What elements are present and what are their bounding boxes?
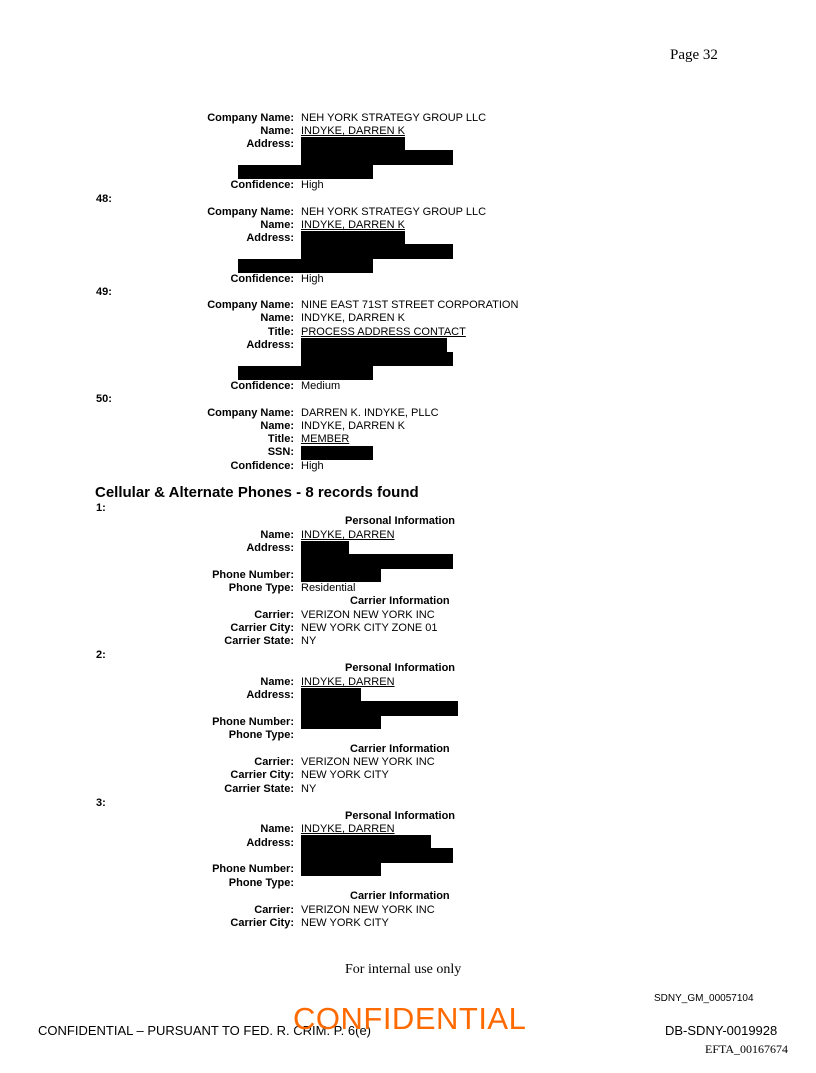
carrier-state-label: Carrier State: <box>224 783 294 795</box>
carrier-state-label: Carrier State: <box>224 635 294 647</box>
carrier-label: Carrier: <box>254 609 294 621</box>
confidence-row <box>0 380 816 393</box>
company-value: NINE EAST 71ST STREET CORPORATION <box>301 299 519 311</box>
redaction-box <box>238 165 373 179</box>
company-row <box>0 112 816 125</box>
confidence-row <box>0 273 816 286</box>
bates-number-sdny: SDNY_GM_00057104 <box>654 993 754 1004</box>
address-label: Address: <box>246 138 294 150</box>
record-number: 48: <box>96 193 112 205</box>
address-label: Address: <box>246 837 294 849</box>
company-value: NEH YORK STRATEGY GROUP LLC <box>301 206 487 218</box>
name-row <box>0 219 816 232</box>
carrier-state-row <box>0 783 816 796</box>
redaction-box <box>301 568 381 582</box>
name-row <box>0 529 816 542</box>
carrier-info-heading: Carrier Information <box>350 890 450 902</box>
redaction-box <box>238 366 373 380</box>
name-row <box>0 312 816 325</box>
redaction-box <box>301 541 349 555</box>
phone-type-label: Phone Type: <box>228 582 294 594</box>
phone-number-label: Phone Number: <box>212 569 294 581</box>
redaction-box <box>301 688 361 702</box>
confidence-label: Confidence: <box>230 273 294 285</box>
redaction-box <box>301 862 381 876</box>
carrier-city-row <box>0 769 816 782</box>
redaction-box <box>301 244 453 259</box>
name-label: Name: <box>260 823 294 835</box>
carrier-state-value: NY <box>301 635 317 647</box>
confidence-row <box>0 179 816 192</box>
confidence-label: Confidence: <box>230 460 294 472</box>
name-row <box>0 676 816 689</box>
redaction-box <box>238 259 373 273</box>
name-value: INDYKE, DARREN <box>301 823 395 835</box>
carrier-value: VERIZON NEW YORK INC <box>301 609 435 621</box>
section-title: Cellular & Alternate Phones - 8 records found <box>95 484 419 501</box>
carrier-city-row <box>0 917 816 930</box>
name-value: INDYKE, DARREN K <box>301 312 405 324</box>
redaction-box <box>301 150 453 165</box>
confidence-value: High <box>301 179 324 191</box>
carrier-label: Carrier: <box>254 904 294 916</box>
redaction-box <box>301 715 381 729</box>
company-label: Company Name: <box>207 206 294 218</box>
company-value: DARREN K. INDYKE, PLLC <box>301 407 439 419</box>
company-row <box>0 407 816 420</box>
name-row <box>0 125 816 138</box>
carrier-row <box>0 904 816 917</box>
phone-type-label: Phone Type: <box>228 729 294 741</box>
company-label: Company Name: <box>207 299 294 311</box>
name-label: Name: <box>260 676 294 688</box>
title-label: Title: <box>267 326 294 338</box>
carrier-state-row <box>0 635 816 648</box>
redaction-box <box>301 137 405 151</box>
carrier-value: VERIZON NEW YORK INC <box>301 756 435 768</box>
redaction-box <box>301 835 431 849</box>
carrier-value: VERIZON NEW YORK INC <box>301 904 435 916</box>
phone-type-label: Phone Type: <box>228 877 294 889</box>
page-number: Page 32 <box>670 47 718 63</box>
name-label: Name: <box>260 219 294 231</box>
redaction-box <box>301 554 453 569</box>
redaction-box <box>301 338 447 352</box>
confidence-value: High <box>301 460 324 472</box>
record-number: 2: <box>96 649 106 661</box>
phone-number-row <box>0 569 816 582</box>
name-row <box>0 420 816 433</box>
record-number: 49: <box>96 286 112 298</box>
phone-type-value: Residential <box>301 582 356 594</box>
carrier-row <box>0 756 816 769</box>
confidential-legend: CONFIDENTIAL – PURSUANT TO FED. R. CRIM. P. 6(e) <box>38 1023 372 1038</box>
name-value: INDYKE, DARREN <box>301 529 395 541</box>
carrier-row <box>0 609 816 622</box>
personal-info-heading: Personal Information <box>345 515 456 527</box>
title-value: PROCESS ADDRESS CONTACT <box>301 326 466 338</box>
internal-use-note: For internal use only <box>345 962 462 977</box>
company-row <box>0 299 816 312</box>
redaction-box <box>301 848 453 863</box>
phone-type-row <box>0 582 816 595</box>
carrier-city-row <box>0 622 816 635</box>
name-label: Name: <box>260 312 294 324</box>
name-value: INDYKE, DARREN <box>301 676 395 688</box>
personal-info-heading: Personal Information <box>345 662 456 674</box>
company-label: Company Name: <box>207 407 294 419</box>
redaction-box <box>301 446 373 460</box>
record-number: 3: <box>96 797 106 809</box>
phone-number-label: Phone Number: <box>212 863 294 875</box>
carrier-city-value: NEW YORK CITY ZONE 01 <box>301 622 438 634</box>
address-label: Address: <box>246 689 294 701</box>
efta-number: EFTA_00167674 <box>705 1042 789 1056</box>
title-row <box>0 433 816 446</box>
confidence-value: High <box>301 273 324 285</box>
redaction-box <box>301 231 405 245</box>
name-value: INDYKE, DARREN K <box>301 125 405 137</box>
title-label: Title: <box>267 433 294 445</box>
ssn-row <box>0 446 816 459</box>
address-label: Address: <box>246 232 294 244</box>
phone-type-row <box>0 877 816 890</box>
confidential-watermark: CONFIDENTIAL <box>293 1001 527 1036</box>
company-row <box>0 206 816 219</box>
carrier-city-value: NEW YORK CITY <box>301 769 389 781</box>
name-label: Name: <box>260 420 294 432</box>
carrier-city-value: NEW YORK CITY <box>301 917 389 929</box>
confidence-label: Confidence: <box>230 380 294 392</box>
record-number: 1: <box>96 502 106 514</box>
confidence-row <box>0 460 816 473</box>
phone-type-row <box>0 729 816 742</box>
carrier-label: Carrier: <box>254 756 294 768</box>
name-label: Name: <box>260 125 294 137</box>
company-label: Company Name: <box>207 112 294 124</box>
carrier-info-heading: Carrier Information <box>350 595 450 607</box>
address-label: Address: <box>246 339 294 351</box>
confidence-value: Medium <box>301 380 341 392</box>
address-label: Address: <box>246 542 294 554</box>
name-label: Name: <box>260 529 294 541</box>
carrier-city-label: Carrier City: <box>230 917 294 929</box>
carrier-city-label: Carrier City: <box>230 622 294 634</box>
bates-number-db: DB-SDNY-0019928 <box>665 1023 778 1038</box>
title-value: MEMBER <box>301 433 350 445</box>
phone-number-label: Phone Number: <box>212 716 294 728</box>
personal-info-heading: Personal Information <box>345 810 456 822</box>
carrier-city-label: Carrier City: <box>230 769 294 781</box>
phone-number-row <box>0 716 816 729</box>
name-value: INDYKE, DARREN K <box>301 420 405 432</box>
company-value: NEH YORK STRATEGY GROUP LLC <box>301 112 487 124</box>
redaction-box <box>301 352 453 366</box>
phone-number-row <box>0 863 816 876</box>
name-value: INDYKE, DARREN K <box>301 219 405 231</box>
ssn-label: SSN: <box>267 446 294 458</box>
carrier-info-heading: Carrier Information <box>350 743 450 755</box>
record-number: 50: <box>96 393 112 405</box>
confidence-label: Confidence: <box>230 179 294 191</box>
redaction-box <box>301 701 458 716</box>
carrier-state-value: NY <box>301 783 317 795</box>
